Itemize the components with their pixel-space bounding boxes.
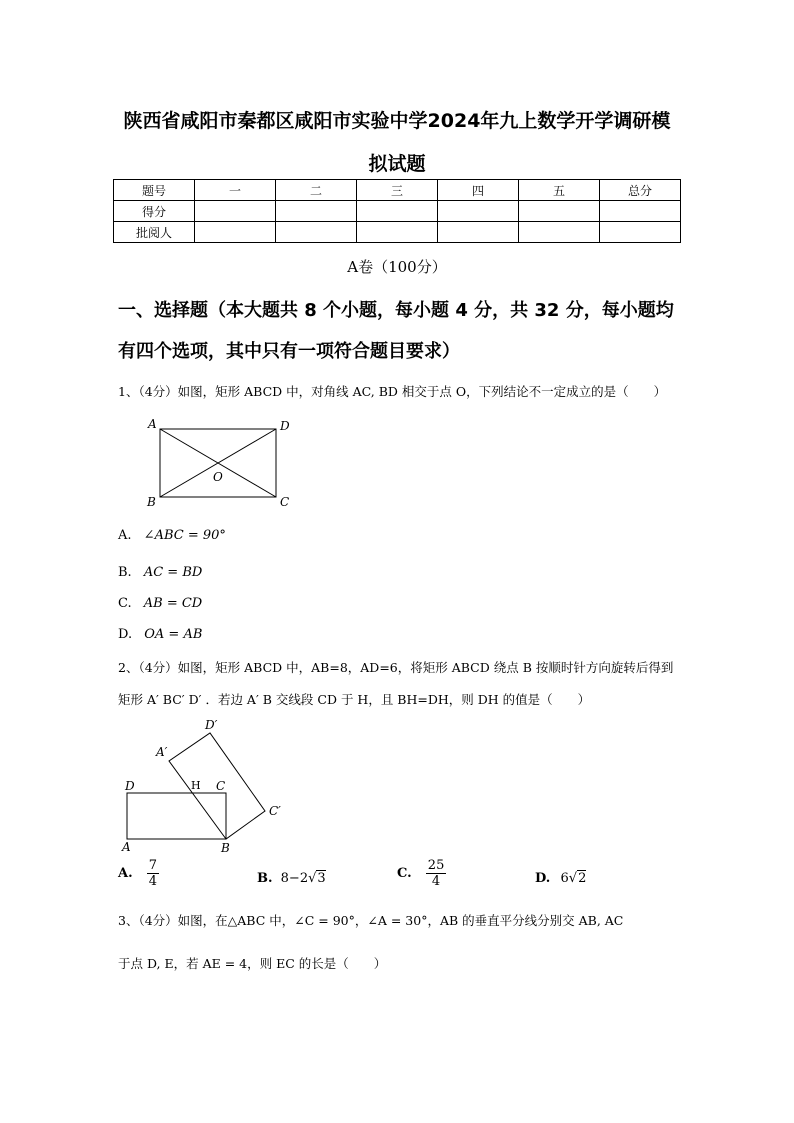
label-a-prime: A′ (156, 745, 168, 759)
fraction-denominator: 4 (431, 874, 441, 889)
score-cell (438, 222, 519, 243)
score-cell (195, 201, 276, 222)
option-text: 6 (560, 871, 569, 886)
question-3-stem-line-1: 3、（4分）如图，在△ABC 中，∠C = 90°，∠A = 30°，AB 的垂直平分线分别交 AB, AC (118, 913, 624, 928)
score-cell (600, 201, 681, 222)
question-2-option-d[interactable] (535, 871, 586, 886)
question-1-option-a[interactable] (118, 528, 226, 543)
option-letter: A. (118, 528, 132, 543)
score-table (113, 179, 681, 243)
sqrt-sign: √ (308, 871, 317, 886)
question-1-option-d[interactable] (118, 627, 202, 642)
option-text: OA = AB (144, 627, 203, 642)
score-table-header-row (114, 180, 681, 201)
score-table-row (114, 222, 681, 243)
option-letter: D. (535, 871, 551, 886)
page-title-line-1: 陕西省咸阳市秦都区咸阳市实验中学2024年九上数学开学调研模 (123, 110, 671, 132)
page-title-line-2: 拟试题 (368, 153, 426, 175)
label-d: D (125, 779, 135, 793)
sqrt-radicand: 2 (578, 871, 587, 886)
option-letter: A. (118, 866, 133, 881)
score-cell (519, 222, 600, 243)
score-table-header: 四 (438, 180, 519, 201)
question-1-option-c[interactable] (118, 596, 202, 611)
question-2-stem-line-2: 矩形 A′ BC′ D′ ．若边 A′ B 交线段 CD 于 H，且 BH=DH，则 DH 的值是（ ） (118, 692, 591, 707)
question-2-option-b[interactable] (257, 871, 326, 886)
section-heading-line-1: 一、选择题（本大题共 8 个小题，每小题 4 分，共 32 分，每小题均 (118, 300, 674, 321)
question-1-stem: 1、（4分）如图，矩形 ABCD 中，对角线 AC, BD 相交于点 O，下列结论不一定成立的是（ ） (118, 384, 667, 399)
label-h: H (191, 779, 201, 792)
fraction-denominator: 4 (148, 874, 158, 889)
label-d-prime: D′ (205, 718, 218, 732)
question-3-stem-line-2: 于点 D, E，若 AE = 4，则 EC 的长是（ ） (118, 956, 387, 971)
option-text: AC = BD (143, 565, 203, 580)
score-row-label: 批阅人 (114, 222, 195, 243)
label-b: B (147, 495, 156, 509)
score-cell (357, 222, 438, 243)
score-table-header: 三 (357, 180, 438, 201)
score-row-label: 得分 (114, 201, 195, 222)
question-1-figure (140, 414, 300, 514)
section-heading-line-2: 有四个选项，其中只有一项符合题目要求） (118, 341, 460, 362)
volume-label: A卷（100分） (347, 258, 447, 276)
question-2-option-c[interactable] (397, 858, 446, 889)
option-letter: D. (118, 627, 133, 642)
option-text: ∠ABC = 90° (143, 528, 226, 543)
option-text: AB = CD (143, 596, 203, 611)
option-letter: C. (118, 596, 132, 611)
score-cell (195, 222, 276, 243)
score-table-header: 一 (195, 180, 276, 201)
rectangle-abcd (127, 793, 226, 839)
question-2-option-a[interactable] (118, 858, 159, 889)
label-c: C (216, 779, 226, 793)
option-text: 8−2 (280, 871, 309, 886)
label-c-prime: C′ (269, 804, 281, 818)
score-cell (600, 222, 681, 243)
score-table-row (114, 201, 681, 222)
label-b: B (221, 841, 230, 855)
question-2-stem-line-1: 2、（4分）如图，矩形 ABCD 中，AB=8，AD=6，将矩形 ABCD 绕点 B 按顺时针方向旋转后得到 (118, 660, 674, 675)
score-cell (276, 222, 357, 243)
score-table-header: 题号 (114, 180, 195, 201)
fraction-numerator: 7 (148, 858, 158, 873)
fraction-numerator: 25 (427, 858, 445, 873)
sqrt-sign: √ (568, 871, 578, 886)
score-cell (357, 201, 438, 222)
score-table-header: 五 (519, 180, 600, 201)
label-a: A (148, 417, 157, 431)
score-table-header: 总分 (600, 180, 681, 201)
option-letter: B. (118, 565, 132, 580)
score-cell (276, 201, 357, 222)
option-letter: B. (257, 871, 273, 886)
score-table-header: 二 (276, 180, 357, 201)
label-c: C (280, 495, 290, 509)
score-cell (438, 201, 519, 222)
option-fraction (426, 858, 447, 889)
label-o: O (213, 470, 223, 484)
score-cell (519, 201, 600, 222)
option-letter: C. (397, 866, 412, 881)
sqrt-radicand: 3 (317, 871, 326, 886)
question-1-option-b[interactable] (118, 565, 202, 580)
label-d: D (280, 419, 290, 433)
option-fraction (147, 858, 159, 889)
question-2-figure (115, 715, 300, 855)
label-a: A (122, 840, 131, 854)
